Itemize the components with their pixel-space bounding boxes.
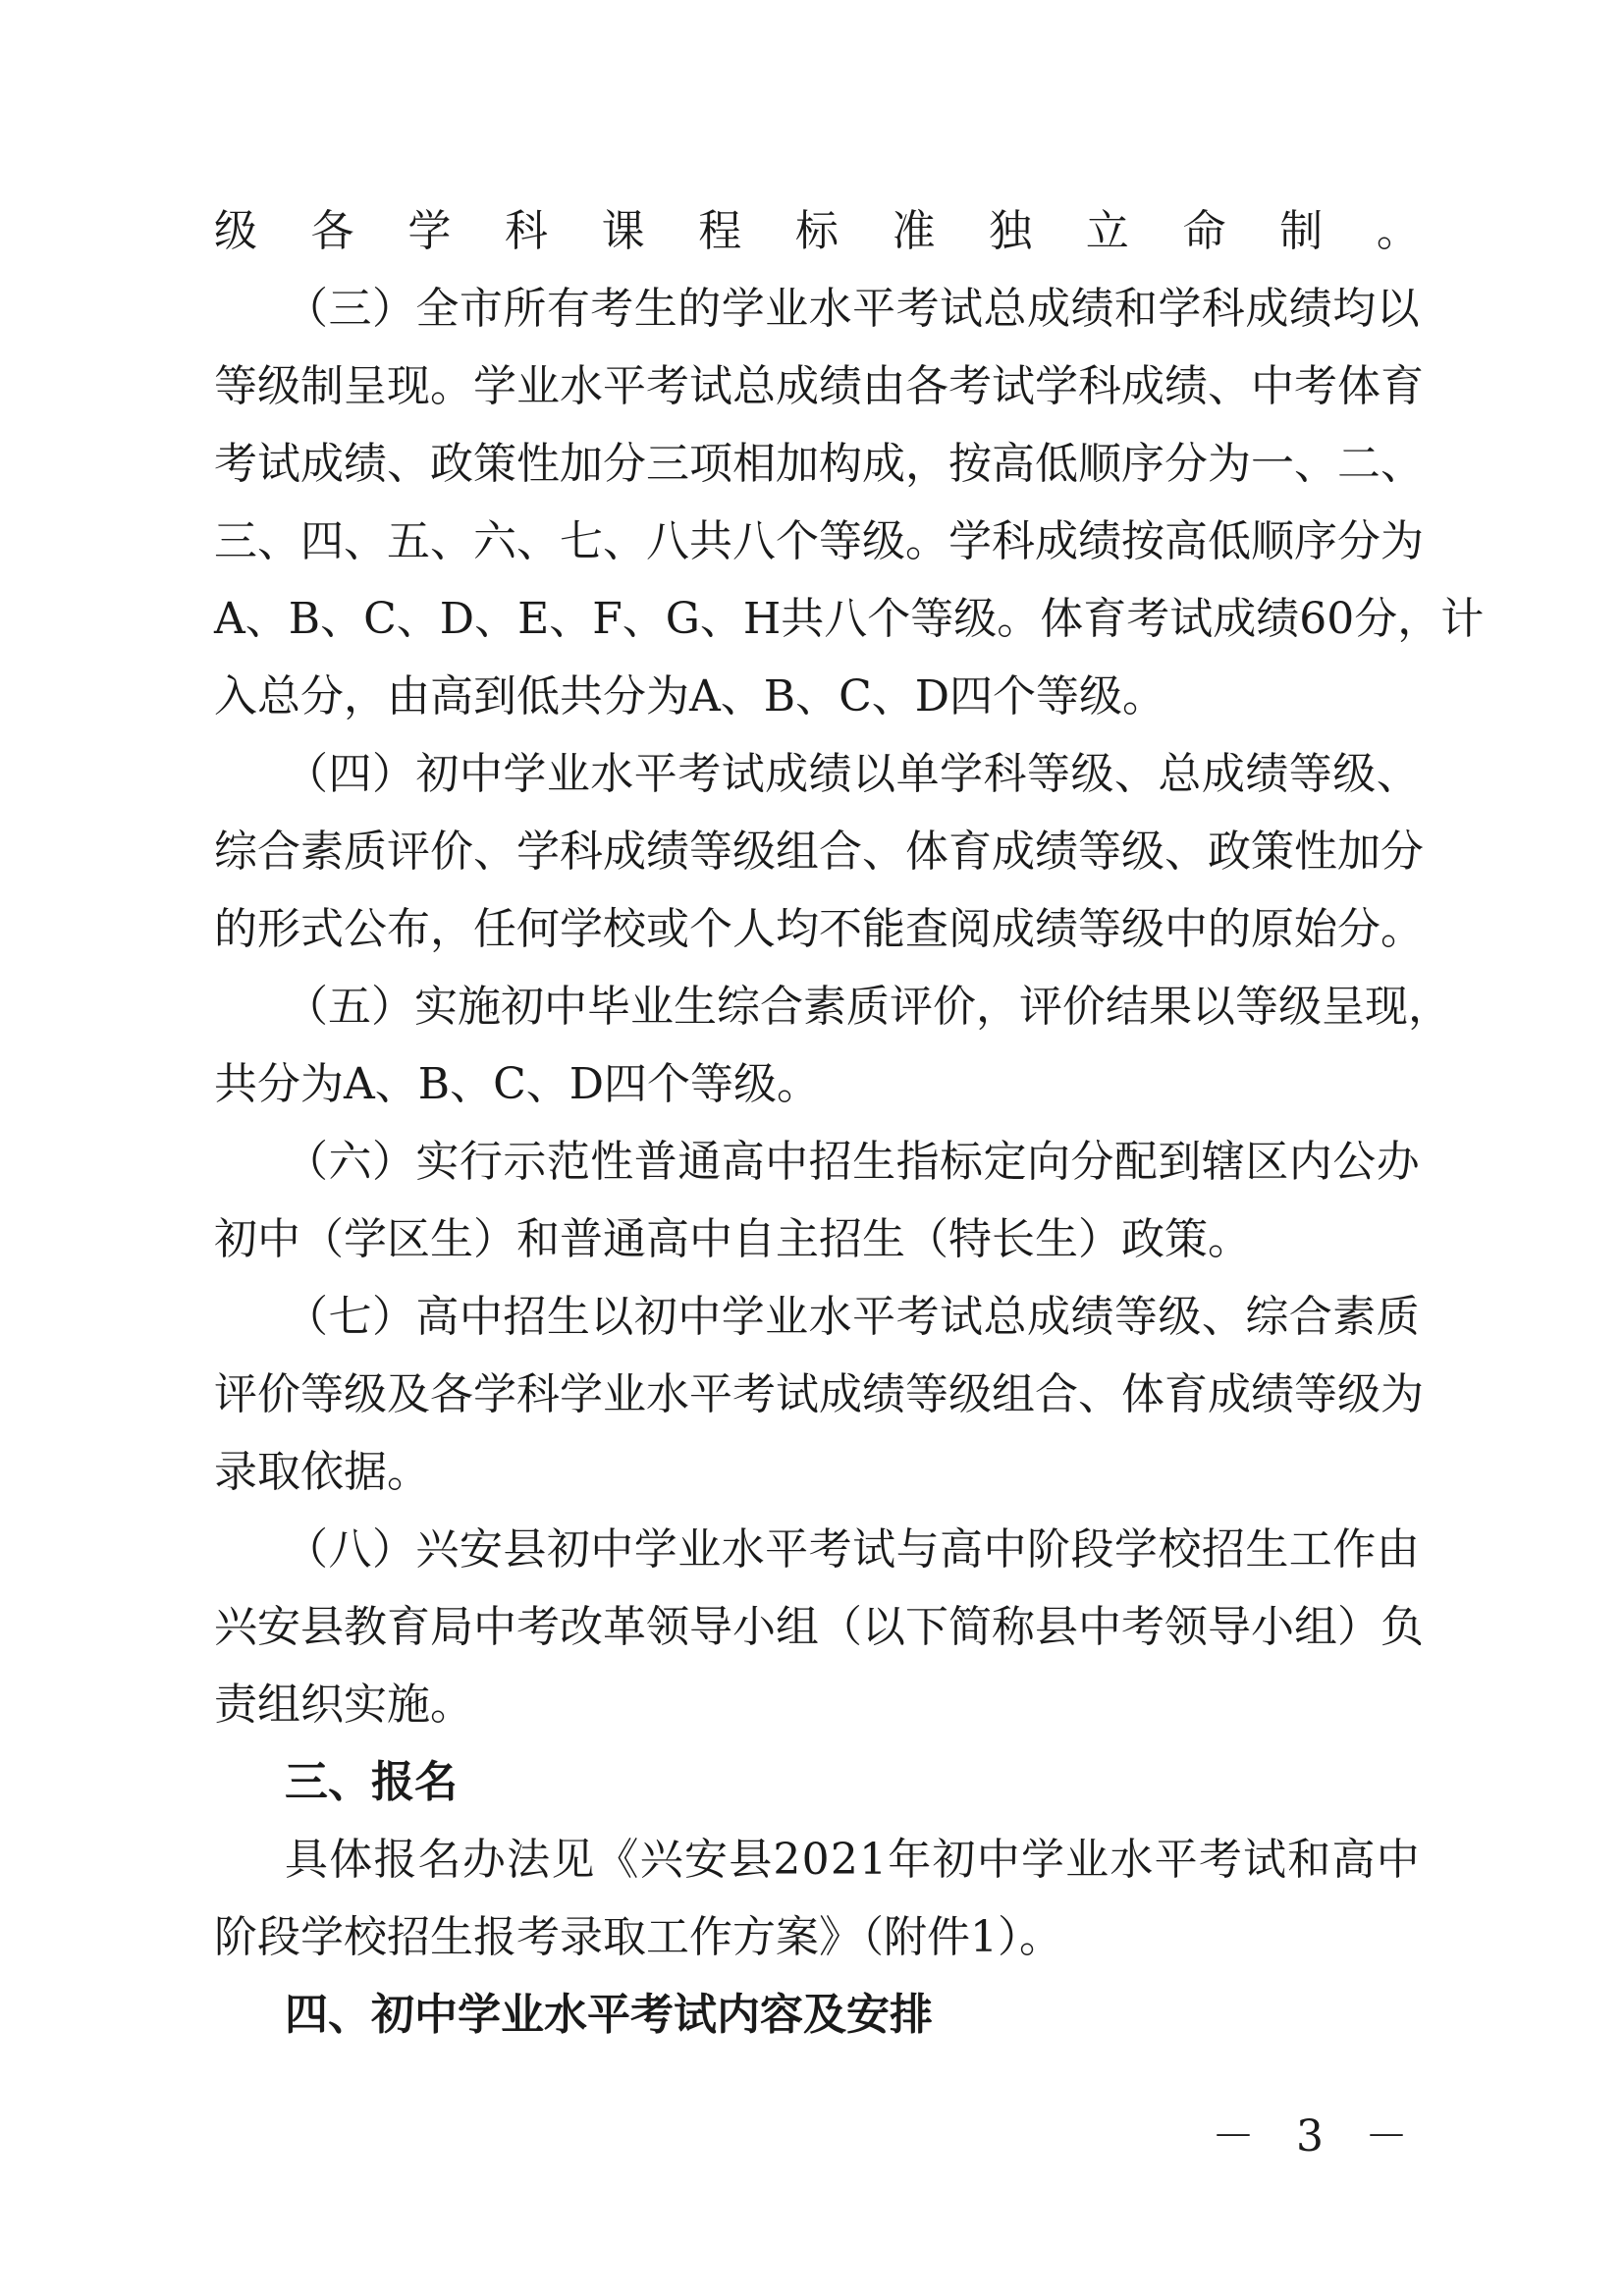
document-body	[214, 192, 1485, 2054]
text-line-11: （ 五 ） 实 施 初 中 毕 业 生 综 合 素 质 评 价 ， 评 价 结 果 以 等 级 呈 现 ，	[285, 982, 1451, 1032]
text-line-3: 等 级 制 呈 现 。 学 业 水 平 考 试 总 成 绩 由 各 考 试 学 科 成 绩 、 中 考 体 育	[214, 361, 1424, 411]
text-line-13: （ 六 ） 实 行 示 范 性 普 通 高 中 招 生 指 标 定 向 分 配 到 辖 区 内 公 办	[285, 1137, 1420, 1187]
text-line-17: 录取依据。	[214, 1447, 430, 1497]
text-line-6: A 、 B 、 C 、 D 、 E 、 F 、 G 、 H 共 八 个 等 级 。 体 育 考 试 成 绩 6 0 分 ， 计	[214, 594, 1485, 644]
page-number: － 3 －	[1212, 2111, 1422, 2162]
text-line-12: 共分为A、B、C、D四个等级。	[214, 1059, 821, 1109]
text-line-22: 具 体 报 名 办 法 见 《 兴 安 县 2 0 2 1 年 初 中 学 业 水 平 考 试 和 高 中	[285, 1835, 1420, 1885]
section-heading-exam-content: 四、初中学业水平考试内容及安排	[285, 1990, 933, 2040]
text-line-8: （ 四 ） 初 中 学 业 水 平 考 试 成 绩 以 单 学 科 等 级 、 总 成 绩 等 级 、	[285, 749, 1420, 799]
text-line-23: 阶段学校招生报考录取工作方案》（附件1）。	[214, 1912, 1062, 1962]
text-line-9: 综 合 素 质 评 价 、 学 科 成 绩 等 级 组 合 、 体 育 成 绩 等 级 、 政 策 性 加 分	[214, 827, 1424, 877]
text-line-19: 兴 安 县 教 育 局 中 考 改 革 领 导 小 组 （ 以 下 简 称 县 中 考 领 导 小 组 ） 负	[214, 1602, 1424, 1652]
text-line-14: 初中（学区生）和普通高中自主招生（特长生）政策。	[214, 1214, 1251, 1264]
text-line-16: 评 价 等 级 及 各 学 科 学 业 水 平 考 试 成 绩 等 级 组 合 、 体 育 成 绩 等 级 为	[214, 1369, 1424, 1419]
text-line-18: （ 八 ） 兴 安 县 初 中 学 业 水 平 考 试 与 高 中 阶 段 学 校 招 生 工 作 由	[285, 1524, 1420, 1575]
text-line-4: 考 试 成 绩 、 政 策 性 加 分 三 项 相 加 构 成 ， 按 高 低 顺 序 分 为 一 、 二 、	[214, 439, 1424, 489]
text-line-20: 责组织实施。	[214, 1680, 473, 1730]
text-line-1: 级 各 学 科 课 程 标 准 独 立 命 制 。	[214, 206, 1420, 256]
text-line-5: 三 、 四 、 五 、 六 、 七 、 八 共 八 个 等 级 。 学 科 成 绩 按 高 低 顺 序 分 为	[214, 516, 1424, 566]
text-line-2: （ 三 ） 全 市 所 有 考 生 的 学 业 水 平 考 试 总 成 绩 和 学 科 成 绩 均 以	[285, 284, 1420, 334]
text-line-10: 的 形 式 公 布 ， 任 何 学 校 或 个 人 均 不 能 查 阅 成 绩 等 级 中 的 原 始 分 。	[214, 904, 1424, 954]
text-line-15: （ 七 ） 高 中 招 生 以 初 中 学 业 水 平 考 试 总 成 绩 等 级 、 综 合 素 质	[285, 1292, 1420, 1342]
text-line-7: 入总分，由高到低共分为A、B、C、D四个等级。	[214, 671, 1166, 721]
section-heading-registration: 三、报名	[285, 1757, 458, 1807]
